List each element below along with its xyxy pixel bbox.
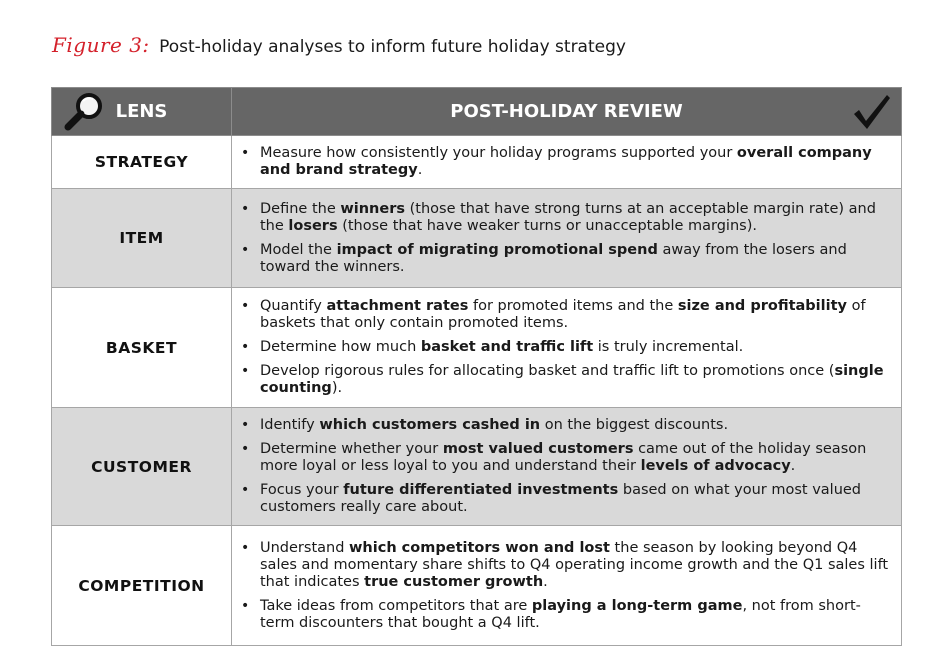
text-segment: Define the bbox=[260, 200, 341, 217]
lens-cell: COMPETITION bbox=[52, 526, 232, 646]
bullet-list bbox=[232, 201, 901, 276]
bullet-item bbox=[260, 417, 889, 434]
bold-text: attachment rates bbox=[326, 298, 469, 314]
text-segment: the season by looking beyond Q4 sales and momentary share shifts to Q4 operating income growth and the Q1 sales lift that indicates bbox=[260, 539, 889, 590]
bold-text: which competitors won and lost bbox=[349, 539, 610, 556]
figure-caption bbox=[52, 33, 626, 57]
bold-text: which customers cashed in bbox=[319, 417, 541, 433]
bold-text: losers bbox=[288, 217, 338, 234]
bullet-item bbox=[260, 482, 889, 516]
text-segment: for promoted items and the bbox=[468, 298, 678, 314]
review-cell bbox=[232, 408, 902, 526]
text-segment: of baskets that only contain promoted items. bbox=[260, 298, 866, 331]
table-row bbox=[52, 189, 902, 288]
bullet-item bbox=[260, 540, 889, 591]
lens-cell: STRATEGY bbox=[52, 136, 232, 189]
text-segment: (those that have strong turns at an acceptable margin rate) and the bbox=[260, 200, 876, 234]
bullet-item bbox=[260, 201, 889, 235]
lens-header-label: LENS bbox=[115, 101, 168, 122]
lens-cell: ITEM bbox=[52, 189, 232, 288]
bullet-item bbox=[260, 441, 889, 475]
text-segment: Develop rigorous rules for allocating basket and traffic lift to promotions once ( bbox=[260, 363, 835, 379]
text-segment: . bbox=[417, 162, 423, 178]
text-segment: (those that have weaker turns or unacceptable margins). bbox=[337, 217, 757, 234]
text-segment: Measure how consistently your holiday programs supported your bbox=[260, 145, 737, 161]
text-segment: Focus your bbox=[260, 482, 344, 498]
figure-title: Post-holiday analyses to inform future holiday strategy bbox=[159, 37, 626, 57]
bold-text: true customer growth bbox=[364, 573, 544, 590]
text-segment: Take ideas from competitors that are bbox=[260, 597, 532, 614]
bold-text: single counting bbox=[260, 363, 884, 396]
bold-text: most valued customers bbox=[442, 441, 634, 457]
checkmark-icon bbox=[851, 92, 891, 137]
lens-column-header bbox=[52, 88, 232, 136]
figure-label: Figure 3: bbox=[52, 33, 150, 57]
bold-text: future differentiated investments bbox=[343, 482, 619, 498]
text-segment: , not from short-term discounters that bought a Q4 lift. bbox=[260, 597, 861, 631]
text-segment: came out of the holiday season more loyal or less loyal to you and understand their bbox=[260, 441, 867, 474]
text-segment: . bbox=[543, 573, 548, 590]
text-segment: on the biggest discounts. bbox=[540, 417, 729, 433]
bold-text: levels of advocacy bbox=[640, 458, 791, 474]
review-column-header bbox=[232, 88, 902, 136]
bullet-item bbox=[260, 363, 889, 397]
bullet-list bbox=[232, 540, 901, 632]
table-row bbox=[52, 288, 902, 408]
bullet-list bbox=[232, 298, 901, 397]
text-segment: Understand bbox=[260, 539, 350, 556]
bold-text: impact of migrating promotional spend bbox=[336, 241, 658, 258]
review-cell bbox=[232, 526, 902, 646]
text-segment: Determine whether your bbox=[260, 441, 443, 457]
review-cell bbox=[232, 189, 902, 288]
review-cell bbox=[232, 136, 902, 189]
bold-text: size and profitability bbox=[677, 298, 847, 314]
text-segment: ). bbox=[331, 380, 343, 396]
magnifying-glass-icon bbox=[63, 91, 107, 136]
bold-text: playing a long-term game bbox=[531, 597, 743, 614]
bullet-list bbox=[232, 145, 901, 179]
bold-text: overall company and brand strategy bbox=[260, 145, 872, 178]
bullet-item bbox=[260, 298, 889, 332]
post-holiday-table bbox=[51, 87, 902, 646]
lens-cell: BASKET bbox=[52, 288, 232, 408]
review-header-label: POST-HOLIDAY REVIEW bbox=[450, 101, 683, 122]
text-segment: Determine how much bbox=[260, 339, 421, 355]
review-cell bbox=[232, 288, 902, 408]
table-row bbox=[52, 136, 902, 189]
lens-cell: CUSTOMER bbox=[52, 408, 232, 526]
text-segment: Model the bbox=[260, 241, 337, 258]
table-row bbox=[52, 408, 902, 526]
bold-text: winners bbox=[340, 200, 405, 217]
bullet-item bbox=[260, 242, 889, 276]
text-segment: Quantify bbox=[260, 298, 327, 314]
bold-text: basket and traffic lift bbox=[420, 339, 594, 355]
text-segment: Identify bbox=[260, 417, 320, 433]
text-segment: . bbox=[790, 458, 796, 474]
text-segment: based on what your most valued customers really care about. bbox=[260, 482, 862, 515]
bullet-item bbox=[260, 598, 889, 632]
bullet-item bbox=[260, 339, 889, 356]
bullet-item bbox=[260, 145, 889, 179]
table-row bbox=[52, 526, 902, 646]
text-segment: is truly incremental. bbox=[593, 339, 744, 355]
bullet-list bbox=[232, 417, 901, 516]
text-segment: away from the losers and toward the winners. bbox=[260, 241, 847, 275]
